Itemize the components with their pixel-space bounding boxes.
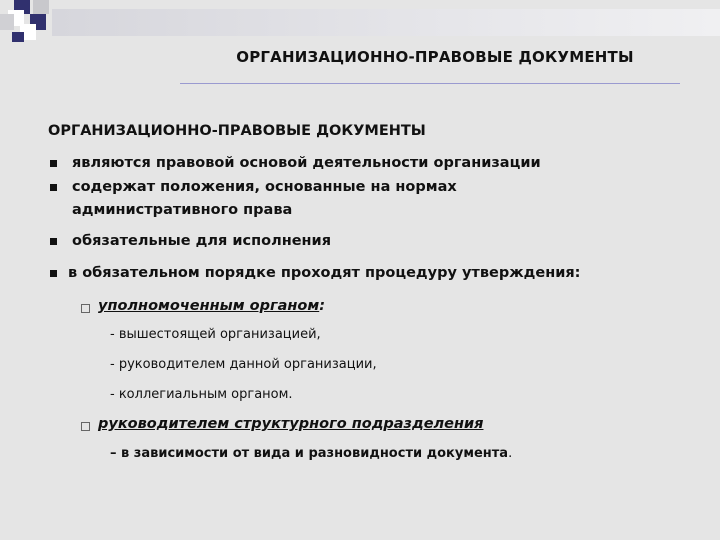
detail-line: - руководителем данной организации, [110,357,377,372]
bullet-text: являются правовой основой деятельности организации [72,155,541,171]
bullet-marker [50,270,57,277]
section-heading: ОРГАНИЗАЦИОННО-ПРАВОВЫЕ ДОКУМЕНТЫ [48,123,426,139]
bullet-marker [50,184,57,191]
bullet-marker [50,238,57,245]
detail-line-text: – в зависимости от вида и разновидности документа [110,446,509,461]
sub-item-label-text: уполномоченным органом [98,298,320,314]
bullet-marker [50,160,57,167]
sub-bullet-marker [81,304,90,313]
sub-item-colon: : [319,298,326,314]
detail-line: - вышестоящей организацией, [110,327,321,342]
sub-item-label: руководителем структурного подразделения [98,416,484,432]
corner-square-navy-3 [12,32,24,42]
sub-item-label [98,298,325,314]
page-title: ОРГАНИЗАЦИОННО-ПРАВОВЫЕ ДОКУМЕНТЫ [236,48,634,66]
bullet-text-continuation: административного права [72,202,293,218]
detail-line-period: . [508,446,513,461]
header-bar [52,9,720,36]
bullet-text: обязательные для исполнения [72,233,332,249]
corner-square-grey-2 [0,14,14,30]
corner-square-grey-1 [33,0,49,14]
title-divider [180,83,680,84]
detail-line [110,446,512,461]
detail-line: - коллегиальным органом. [110,387,293,402]
bullet-text: содержат положения, основанные на нормах [72,179,457,195]
bullet-text: в обязательном порядке проходят процедуру утверждения: [68,265,581,281]
sub-bullet-marker [81,422,90,431]
